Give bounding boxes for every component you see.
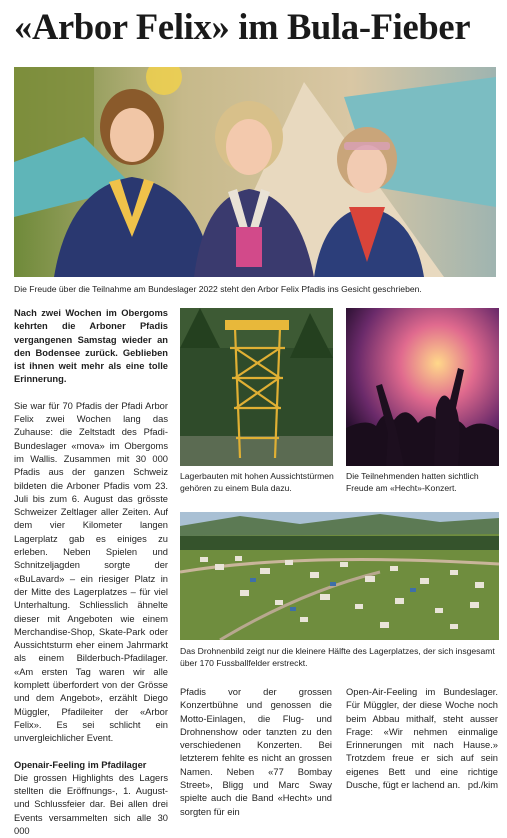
body-paragraph-3: Pfadis vor der grossen Konzertbühne und genossen die Motto-Einlagen, die Flug- und Drohnenshow oder tanzten zu den verschiedenen Konzerten. Bei letzterem fehlte es nicht an grossen Namen. Neben «77 Bombay Street», Bligg und Marc Sway spielte auch die Band «Hecht» und sorgten für ein — [180, 687, 332, 817]
concert-caption: Die Teilnehmenden hatten sichtlich Freude am «Hecht»-Konzert. — [346, 471, 479, 494]
body-paragraph-4 — [346, 686, 498, 792]
concert-photo — [346, 308, 499, 466]
aerial-photo — [180, 512, 499, 640]
right-column — [346, 686, 498, 792]
middle-column — [180, 686, 332, 819]
aerial-caption: Das Drohnenbild zeigt nur die kleinere Hälfte des Lagerplatzes, der sich insgesamt über 170 Fussballfelder erstreckt. — [180, 646, 495, 669]
hero-photo — [14, 67, 496, 277]
author-signature: pd./kim — [467, 780, 498, 791]
article-title: «Arbor Felix» im Bula-Fieber — [14, 6, 471, 47]
hero-caption: Die Freude über die Teilnahme am Bundeslager 2022 steht den Arbor Felix Pfadis ins Gesicht geschrieben. — [14, 284, 422, 294]
body-paragraph-1: Sie war für 70 Pfadis der Pfadi Arbor Felix zwei Wochen lang das Zuhause: die Zeltstadt des Pfadi-Bundeslager «mova» im Obergoms im Wallis. Zusammen mit 30 000 Pfadis aus der ganzen Schweiz bildeten die Arboner Pfadis vom 23. Juli bis zum 6. August das grösste Schweizer Zeltlager aller Zeiten. Auf dem vier Kilometer langen Lagerplatz gab es einiges zu erleben. Neben Spielen und Schnitzeljagden sorgte der «BuLavard» – ein riesiger Platz in der Mitte des Lagerplatzes – für viel Unterhaltung. Schliesslich ähnelte dieser mit Angeboten wie einem Merchandise-Shop, Skate-Park oder Aussichtsturm eher einem Jahrmarkt als einem Bilderbuch-Pfadilager. «Am ersten Tag waren wir alle komplett überfordert von der Grösse und dem Angebot», erzählt Diego Müggler, Pfadileiter der «Arbor Felix». Es sei schlicht ein unvergleichlicher Event. — [14, 400, 168, 744]
tower-caption: Lagerbauten mit hohen Aussichtstürmen gehören zu einem Bula dazu. — [180, 471, 334, 494]
article-lead: Nach zwei Wochen im Obergoms kehrten die Arboner Pfadis vergangenen Samstag wieder an den Bodensee zurück. Geblieben ist ihnen weit mehr als eine tolle Erinnerung. — [14, 308, 168, 385]
tower-photo — [180, 308, 333, 466]
left-column — [14, 307, 168, 838]
body-paragraph-2: Die grossen Highlights des Lagers stellten die Eröffnungs-, 1. August- und Schlussfeier dar. Bei allen drei Events versammelten sich alle 30 000 — [14, 772, 168, 836]
subheading: Openair-Feeling im Pfadilager — [14, 759, 147, 770]
body-paragraph-4-text: Open-Air-Feeling im Bundeslager. Für Müggler, der diese Woche noch beim Abbau mithalf, steht ausser Frage: «Wir nehmen einmalige Erinnerungen mit nach Hause.» Trotzdem freue er sich auf sein eigenes Bett und eine richtige Dusche, fügt er lachend an. — [346, 687, 498, 791]
